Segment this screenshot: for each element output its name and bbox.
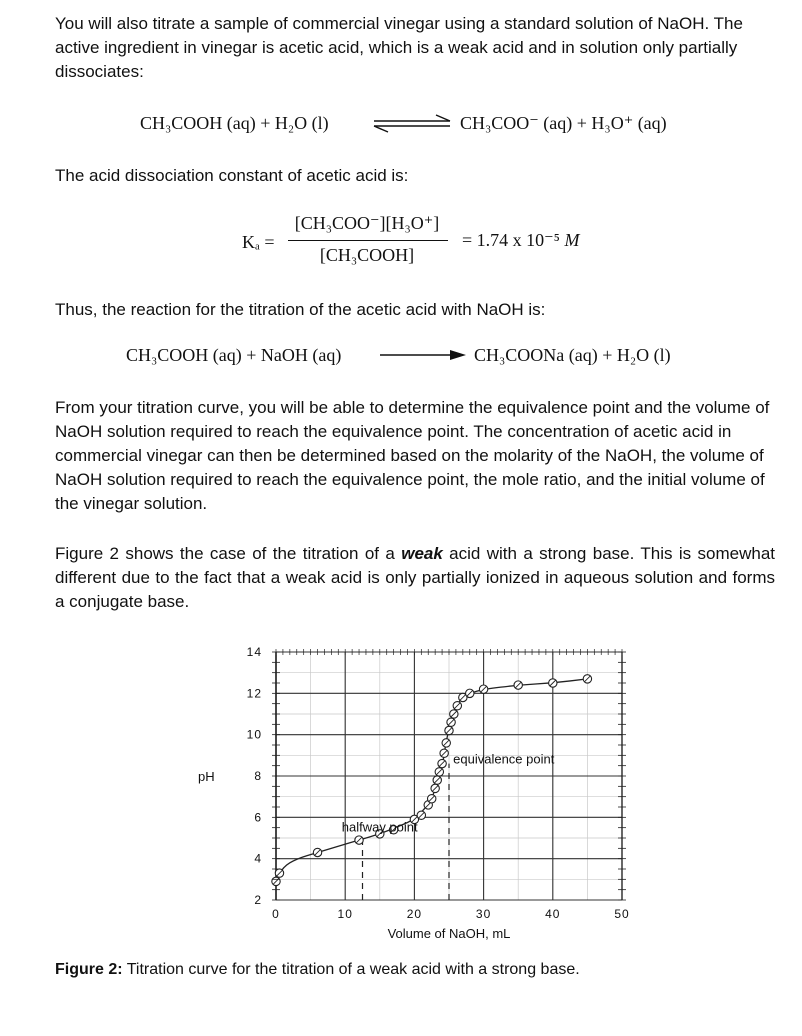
- y-tick-label: 12: [246, 686, 262, 701]
- titration-curve-line: [276, 679, 587, 882]
- x-tick-label: 50: [614, 907, 630, 921]
- x-tick-label: 30: [475, 907, 492, 921]
- x-tick-label: 0: [272, 907, 280, 921]
- x-tick-label: 40: [545, 907, 561, 921]
- titration-equation-right: CH₃COONa (aq) + H₂O (l): [474, 345, 671, 365]
- y-tick-label: 14: [246, 645, 262, 659]
- ka-value-text: = 1.74 x 10⁻⁵: [462, 230, 560, 250]
- titration-curve-paragraph: From your titration curve, you will be able to determine the equivalence point and the volume of NaOH solution required to reach the equivalence point. The concentration of acetic acid in commercial vinegar can then be determined based on the molarity of the NaOH, the volume of NaOH solution required to reach the equivalence point, the mole ratio, and the initial volume of the vinegar solution.: [55, 398, 770, 513]
- x-axis-label: Volume of NaOH, mL: [387, 926, 511, 941]
- caption-text: Titration curve for the titration of a weak acid with a strong base.: [122, 961, 580, 978]
- figure-intro-emphasis: weak: [401, 544, 443, 563]
- dissociation-equation-right: CH₃COO⁻ (aq) + H₃O⁺ (aq): [460, 113, 667, 133]
- figure-intro-text-a: Figure 2 shows the case of the titration of a: [55, 544, 402, 563]
- equilibrium-arrow-icon: [370, 112, 454, 134]
- y-tick-label: 6: [254, 810, 262, 825]
- ka-intro: The acid dissociation constant of acetic acid is:: [55, 166, 409, 185]
- dissociation-equation-left: CH₃COOH (aq) + H₂O (l): [140, 113, 329, 133]
- figure-intro-paragraph: [55, 542, 775, 614]
- y-axis-label: pH: [198, 769, 215, 784]
- fraction-bar: [288, 240, 448, 241]
- titration-reaction-intro: Thus, the reaction for the titration of the acetic acid with NaOH is:: [55, 300, 546, 319]
- ka-denominator: [CH₃COOH]: [319, 245, 415, 265]
- chart-annotations: [342, 751, 555, 834]
- ka-value: [462, 230, 579, 251]
- annotation-label: halfway point: [341, 819, 418, 835]
- ka-unit: M: [564, 230, 580, 250]
- titration-equation-left: CH₃COOH (aq) + NaOH (aq): [126, 345, 342, 365]
- annotation-label: equivalence point: [453, 751, 555, 767]
- figure-intro-text-b: acid with a strong base. This is somewhat different due to the fact that a weak acid is only partially ionized in aqueous solution and forms a conjugate base.: [55, 544, 776, 611]
- titration-chart: [190, 632, 630, 952]
- reaction-arrow-icon: [378, 346, 468, 364]
- caption-label: Figure 2:: [55, 961, 123, 978]
- x-tick-label: 10: [337, 907, 353, 921]
- y-tick-label: 2: [254, 893, 262, 907]
- figure-caption: [55, 961, 580, 979]
- x-tick-label: 20: [406, 907, 423, 921]
- y-tick-label: 10: [246, 727, 262, 742]
- y-tick-label: 4: [254, 851, 262, 866]
- ka-label: Kₐ =: [242, 232, 275, 252]
- y-tick-label: 8: [254, 769, 262, 783]
- ka-numerator: [CH₃COO⁻][H₃O⁺]: [294, 213, 440, 233]
- intro-paragraph: You will also titrate a sample of commercial vinegar using a standard solution of NaOH. The active ingredient in vinegar is acetic acid, which is a weak acid and in solution only partially dissociates:: [55, 14, 743, 81]
- data-markers: [272, 675, 592, 886]
